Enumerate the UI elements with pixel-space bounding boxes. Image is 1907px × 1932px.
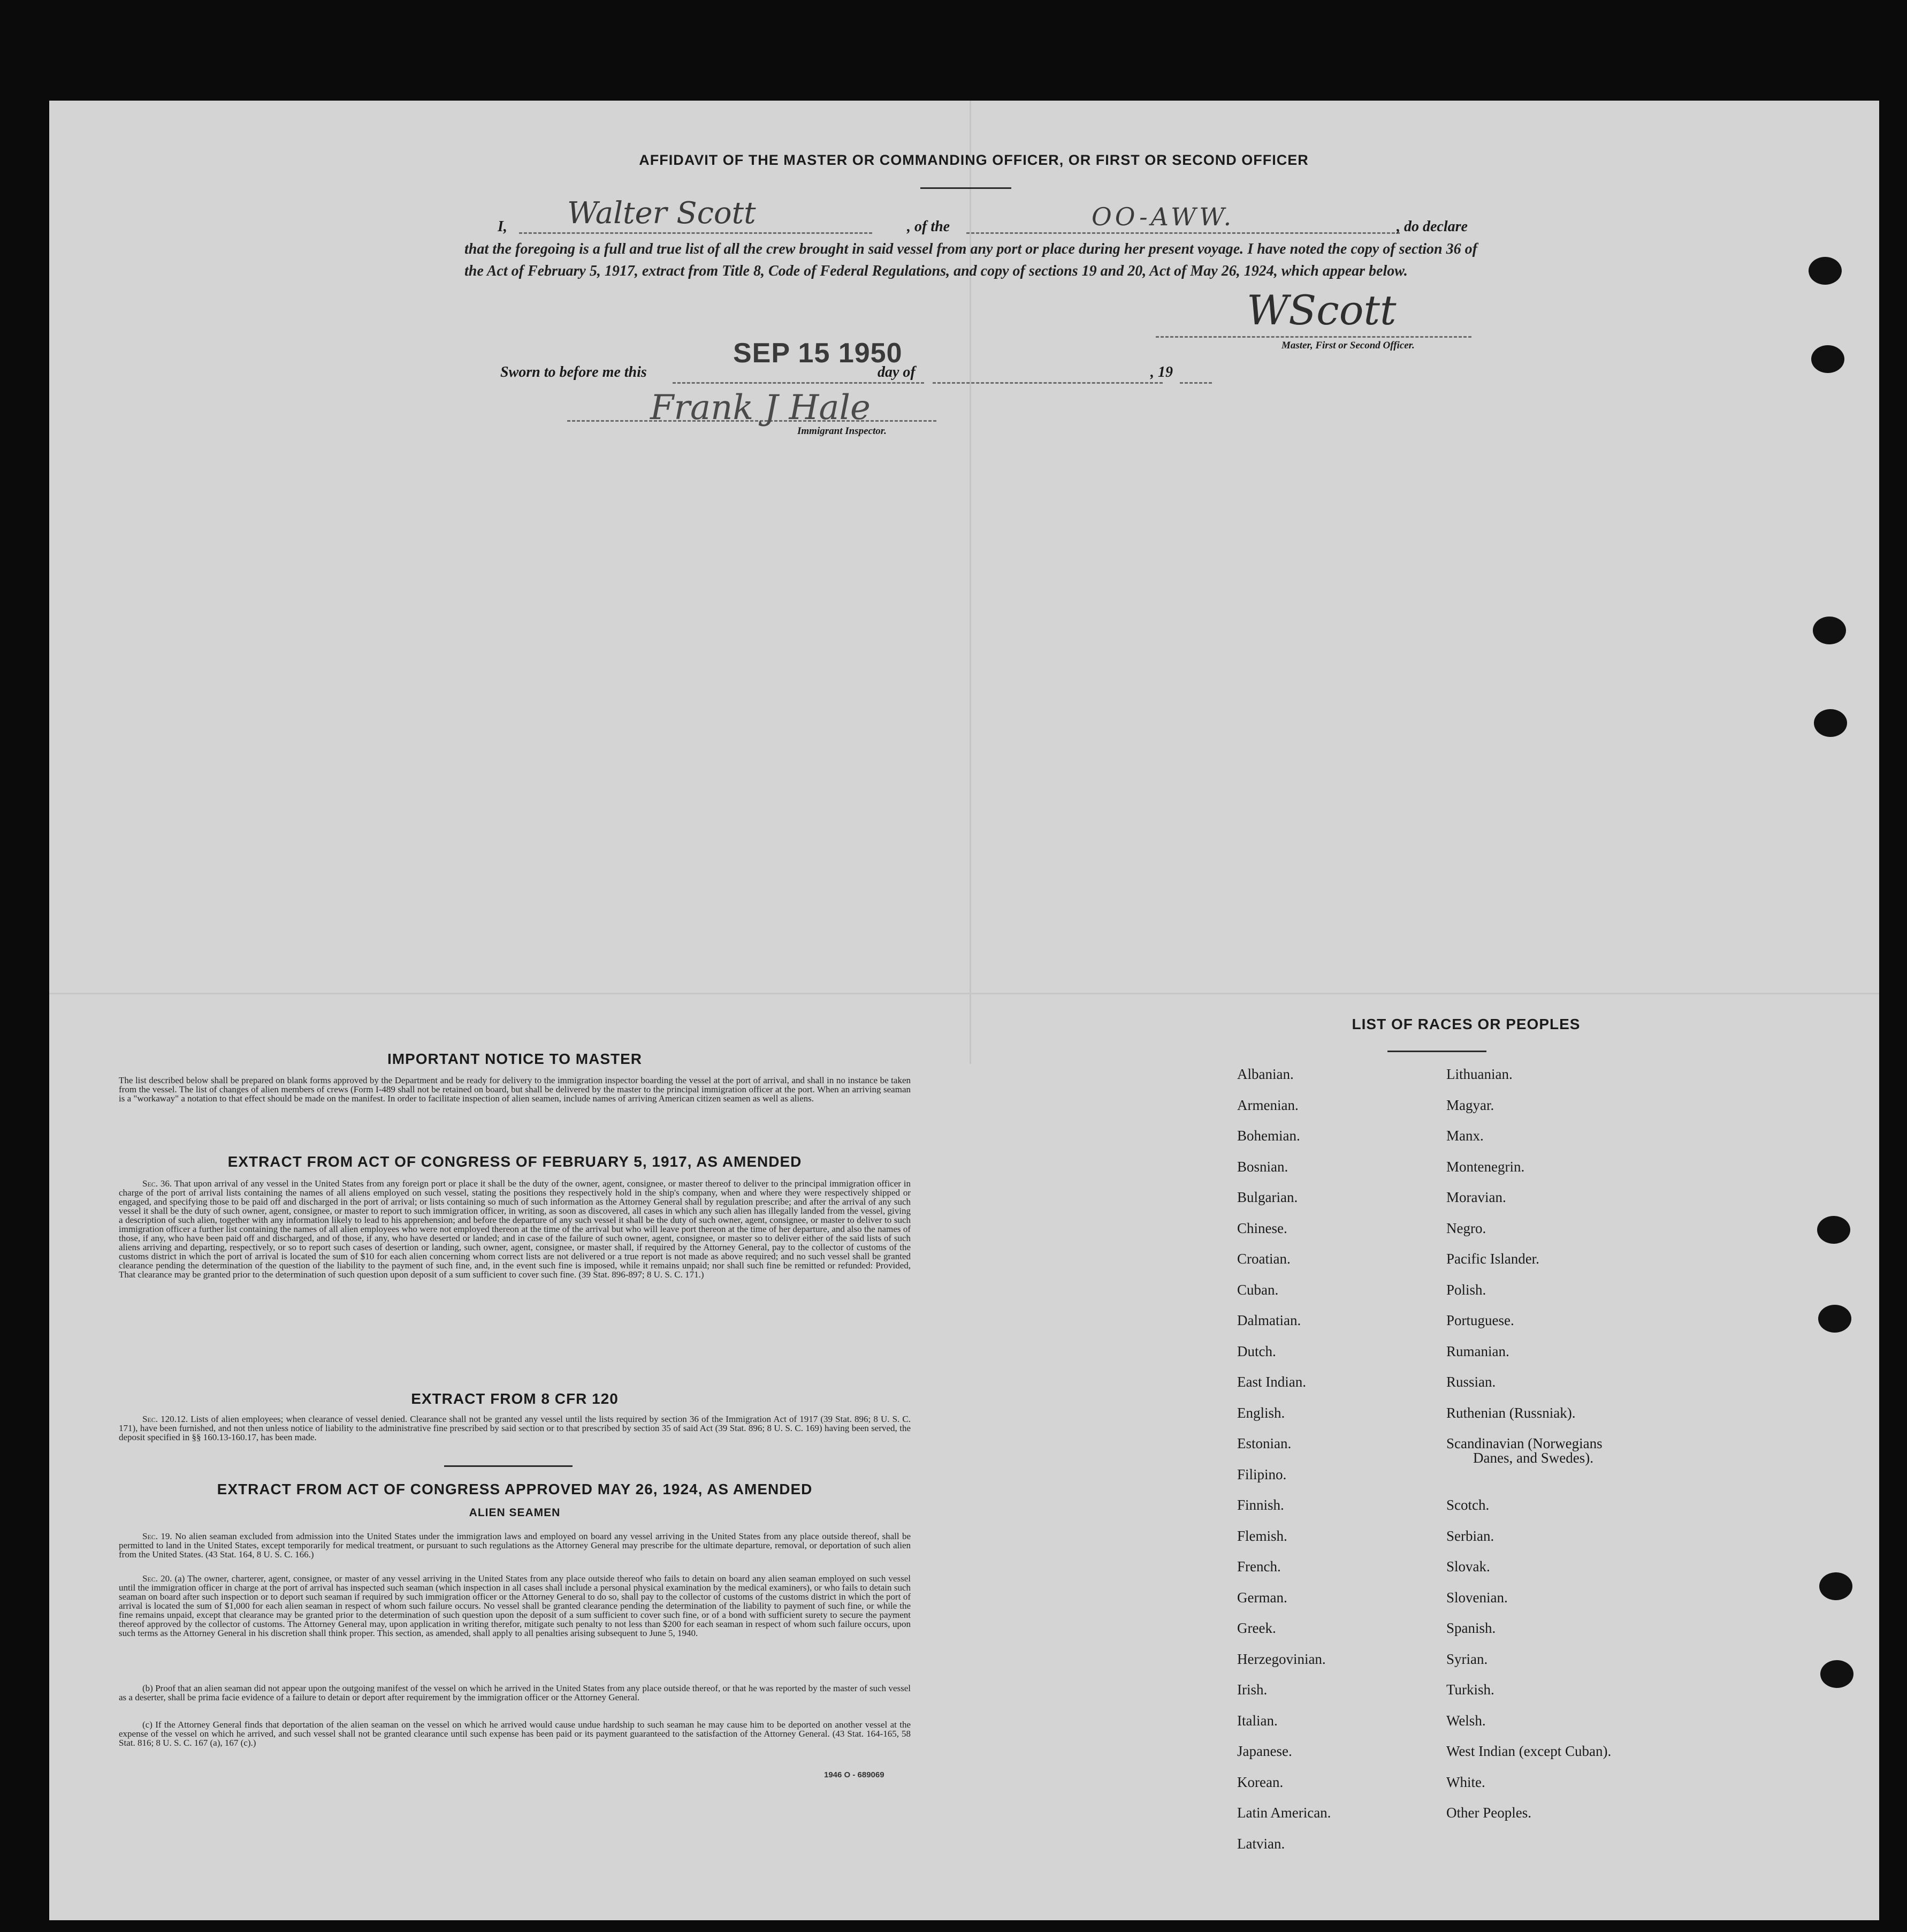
races-title-underline — [1387, 1051, 1486, 1052]
punch-hole — [1814, 709, 1847, 737]
race-item: Syrian. — [1446, 1650, 1488, 1667]
affidavit-body: that the foregoing is a full and true list of all the crew brought in said vessel from any port or place during her present voyage. I have noted the copy of section 36 of the Act of February 5, 1917, extract from Title 8, Code of Federal Regulations, and copy of sections 19 and 20, Act of May 26, 1924, which appear below. — [464, 241, 1477, 279]
affidavit-line1 — [498, 196, 1477, 241]
extract3-title: EXTRACT FROM ACT OF CONGRESS APPROVED MAY 26, 1924, AS AMENDED — [217, 1481, 813, 1497]
extract1-text: That upon arrival of any vessel in the United States from any foreign port or place it shall be the duty of the owner, agent, consignee, or master thereof to deliver to the principal immigration officer in charge of the port of arrival lists containing the names of all aliens employed on such vessel, stating the positions they respectively hold in the ship's company, when and where they were respectively shipped or engaged, and specifying those to be paid off and discharged in the port of arrival; or lists containing so much of such information as the Attorney General shall by regulation prescribe; and after the arrival of any such vessel it shall be the duty of such owner, agent, consignee, or master to report to such immigration officer, in writing, as soon as discovered, all cases in which any such alien has illegally landed from the vessel, giving a description of such alien, together with any information likely to lead to his apprehension; and before the departure of any such vessel it shall be the duty of such owner, agent, consignee, or master to deliver to such immigration officer a further list containing the names of all alien employees who were not employed thereon at the time of the arrival but who will leave port thereon at the time of her departure, and also the names of those, if any, who have been paid off and discharged, and of those, if any, who have deserted or landed; and in case of the failure of such owner, agent, consignee, or master so to deliver either of the said lists of such aliens arriving and departing, respectively, or so to report such cases of desertion or landing, such owner, agent, consignee, or master shall, if required by the Attorney General, pay to the collector of customs of the customs district in which the port of arrival is located the sum of $10 for each alien concerning whom correct lists are not delivered or a true report is not made as above required; and no such vessel shall be granted clearance pending the determination of the question of the liability to the payment of such fine, and, in the event such fine is imposed, while it remains unpaid; nor shall such fine be remitted or refunded: Provided, That clearance may be granted prior to the determination of such question upon deposit of a sum sufficient to cover such fine. (39 Stat. 896-897; 8 U. S. C. 171.) — [119, 1178, 911, 1280]
race-item: White. — [1446, 1774, 1485, 1790]
race-item: Armenian. — [1237, 1097, 1299, 1113]
race-item: Welsh. — [1446, 1712, 1486, 1729]
race-item: Korean. — [1237, 1774, 1284, 1790]
day-of-label: day of — [878, 364, 916, 381]
notice-text: The list described below shall be prepared on blank forms approved by the Department and be ready for delivery to the immigration inspector boarding the vessel at the port of arrival, and shall in no instance be taken from the vessel. The list of changes of alien members of crews (Form I-489 shall not be retained on board, but shall be delivered by the master to the principal immigration officer at the port. When an arriving seaman is a "workaway" a notation to that effect should be made on the manifest. In order to facilitate inspection of alien seamen, include names of arriving American citizen seamen as well as aliens. — [119, 1075, 911, 1104]
race-item: Turkish. — [1446, 1682, 1494, 1698]
extract3-subtitle: ALIEN SEAMEN — [469, 1507, 561, 1519]
race-item: Pacific Islander. — [1446, 1251, 1539, 1267]
master-caption: Master, First or Second Officer. — [1281, 340, 1415, 351]
extract2-title: EXTRACT FROM 8 CFR 120 — [411, 1390, 619, 1407]
race-item: Chinese. — [1237, 1220, 1287, 1236]
inspector-signature: Frank J Hale — [650, 388, 871, 428]
race-item: Flemish. — [1237, 1527, 1287, 1544]
race-item: Bohemian. — [1237, 1128, 1300, 1144]
race-item: Latin American. — [1237, 1805, 1331, 1821]
race-item: Serbian. — [1446, 1527, 1494, 1544]
do-declare-label: , do declare — [1397, 218, 1468, 235]
punch-hole — [1818, 1305, 1851, 1333]
sec20c-text: (c) If the Attorney General finds that deportation of the alien seaman on the vessel on which he arrived would cause undue hardship to such seaman he may cause him to be deported on another vessel at the expense of the vessel on which he arrived, and such vessel shall not be granted clearance until such expense has been paid or its payment guaranteed to the satisfaction of the Attorney General. (43 Stat. 164-165, 58 Stat. 816; 8 U. S. C. 167 (a), 167 (c).) — [119, 1720, 911, 1748]
punch-hole — [1809, 257, 1842, 285]
extract2-section-label: Sec. 120.12. — [142, 1414, 188, 1424]
year-label: , 19 — [1150, 364, 1173, 381]
races-title: LIST OF RACES OR PEOPLES — [1352, 1016, 1581, 1032]
race-item: Estonian. — [1237, 1435, 1292, 1451]
extract2-paragraph — [119, 1414, 911, 1442]
race-item: English. — [1237, 1404, 1285, 1421]
race-item: Other Peoples. — [1446, 1805, 1531, 1821]
year-field — [1180, 370, 1212, 384]
race-item: Negro. — [1446, 1220, 1486, 1236]
extract3-sec20 — [119, 1574, 911, 1638]
race-item: Cuban. — [1237, 1281, 1279, 1298]
race-item: Italian. — [1237, 1712, 1278, 1729]
vessel-handwritten: OO-AWW. — [1092, 202, 1235, 231]
races-right-column — [1446, 1066, 1746, 1836]
race-item: Dalmatian. — [1237, 1312, 1301, 1328]
extract2-text: Lists of alien employees; when clearance of vessel denied. Clearance shall not be granted any vessel until the lists required by section 36 of the Immigration Act of 1917 (39 Stat. 896; 8 U. S. C. 171), have been furnished, and not then unless notice of liability to the administrative fine prescribed by said section or to that prescribed by section 35 of said Act (39 Stat. 896; 8 U. S. C. 169) having been served, the deposit specified in §§ 160.13-160.17, has been made. — [119, 1414, 911, 1442]
punch-hole — [1813, 617, 1846, 644]
race-item: Scotch. — [1446, 1497, 1490, 1513]
race-item: Spanish. — [1446, 1620, 1496, 1636]
race-item: Manx. — [1446, 1128, 1484, 1144]
punch-hole — [1819, 1572, 1852, 1600]
extract3-sec20b — [119, 1684, 911, 1702]
race-item: Rumanian. — [1446, 1343, 1509, 1359]
race-item: Bulgarian. — [1237, 1189, 1298, 1205]
race-item: Montenegrin. — [1446, 1158, 1525, 1175]
extract1-section-label: Sec. 36. — [142, 1178, 172, 1189]
race-item: Russian. — [1446, 1374, 1496, 1390]
inspector-caption: Immigrant Inspector. — [797, 425, 887, 437]
print-code: 1946 O - 689069 — [824, 1770, 884, 1779]
date-stamp: SEP 15 1950 — [733, 338, 903, 369]
affidavit-title: AFFIDAVIT OF THE MASTER OR COMMANDING OFFICER, OR FIRST OR SECOND OFFICER — [639, 152, 1309, 168]
sec20b-text: (b) Proof that an alien seaman did not appear upon the outgoing manifest of the vessel on which he arrived in the United States from any place outside thereof, or that he was reported by the master of such vessel as a deserter, shall be prima facie evidence of a failure to detain or deport after requirement by the immigration officer or the Attorney General. — [119, 1683, 911, 1702]
race-item: Slovak. — [1446, 1558, 1490, 1574]
race-item: Filipino. — [1237, 1466, 1287, 1482]
races-left-column — [1237, 1066, 1430, 1866]
race-item: West Indian (except Cuban). — [1446, 1743, 1612, 1759]
race-item: Bosnian. — [1237, 1158, 1288, 1175]
race-item: Albanian. — [1237, 1066, 1294, 1082]
race-item: Danes, and Swedes). — [1473, 1450, 1593, 1466]
race-item: East Indian. — [1237, 1374, 1306, 1390]
title-underline — [920, 187, 1011, 189]
of-the-label: , of the — [907, 218, 950, 235]
race-item: Herzegovinian. — [1237, 1650, 1326, 1667]
race-item: Moravian. — [1446, 1189, 1506, 1205]
race-item: Greek. — [1237, 1620, 1276, 1636]
notice-title: IMPORTANT NOTICE TO MASTER — [387, 1051, 643, 1067]
extract1-title: EXTRACT FROM ACT OF CONGRESS OF FEBRUARY 5, 1917, AS AMENDED — [227, 1153, 802, 1170]
race-item: Slovenian. — [1446, 1589, 1508, 1606]
extract2-separator — [444, 1465, 573, 1467]
extract3-sec19 — [119, 1532, 911, 1559]
sec19-text: No alien seaman excluded from admission into the United States under the immigration laws and employed on board any vessel arriving in the United States from any place outside thereof, shall be permitted to land in the United States, except temporarily for medical treatment, or pursuant to such regulations as the Attorney General may prescribe for the ultimate departure, removal, or deportation of such alien from the United States. (43 Stat. 164, 8 U. S. C. 166.) — [119, 1531, 911, 1560]
sec19-label: Sec. 19. — [142, 1531, 172, 1541]
line1-prefix: I, — [498, 218, 507, 235]
sworn-label: Sworn to before me this — [500, 364, 647, 381]
race-item: Lithuanian. — [1446, 1066, 1513, 1082]
race-item: Polish. — [1446, 1281, 1486, 1298]
race-item: French. — [1237, 1558, 1281, 1574]
punch-hole — [1811, 345, 1844, 373]
extract3-sec20c — [119, 1720, 911, 1747]
sworn-month-field — [933, 370, 1163, 384]
race-item: Scandinavian (Norwegians — [1446, 1435, 1603, 1451]
race-item: Ruthenian (Russniak). — [1446, 1404, 1576, 1421]
sec20-label: Sec. 20. — [142, 1573, 172, 1584]
race-item: Irish. — [1237, 1682, 1268, 1698]
master-name-handwritten: Walter Scott — [567, 196, 756, 231]
race-item: Portuguese. — [1446, 1312, 1514, 1328]
extract1-paragraph — [119, 1179, 911, 1279]
fold-line-horizontal — [49, 993, 1879, 994]
race-item: Latvian. — [1237, 1835, 1285, 1852]
race-item: Croatian. — [1237, 1251, 1291, 1267]
race-item: Japanese. — [1237, 1743, 1292, 1759]
race-item: Magyar. — [1446, 1097, 1494, 1113]
race-item: German. — [1237, 1589, 1287, 1606]
sworn-line — [500, 364, 1212, 388]
race-item: Finnish. — [1237, 1497, 1284, 1513]
sec20-text: (a) The owner, charterer, agent, consignee, or master of any vessel arriving in the United States from any place outside thereof who fails to detain on board any alien seaman employed on such vessel until the immigration officer in charge at the port of arrival has inspected such seaman (which inspection in all cases shall include a personal physical examination by the medical examiners), or who fails to detain such seaman on board after such inspection or to deport such seaman if required by such immigration officer or the Attorney General to do so, shall pay to the collector of customs of the customs district in which the port of arrival is located the sum of $1,000 for each alien seaman in respect of whom such failure occurs. No vessel shall be granted clearance pending the determination of the liability to payment of such fine, or while the fine remains unpaid, except that clearance may be granted prior to the determination of such question upon the deposit of a sum sufficient to cover such fine, or of a bond with sufficient surety to secure the payment thereof approved by the collector of customs. The Attorney General may, upon application in writing therefor, mitigate such penalty to not less than $200 for each seaman in respect of whom such failure occurs, upon such terms as the Attorney General in his discretion shall think proper. This section, as amended, shall apply to all penalties arising subsequent to June 5, 1940. — [119, 1573, 911, 1638]
race-item: Dutch. — [1237, 1343, 1276, 1359]
punch-hole — [1820, 1660, 1853, 1688]
punch-hole — [1817, 1216, 1850, 1244]
master-signature: WScott — [1247, 286, 1397, 334]
